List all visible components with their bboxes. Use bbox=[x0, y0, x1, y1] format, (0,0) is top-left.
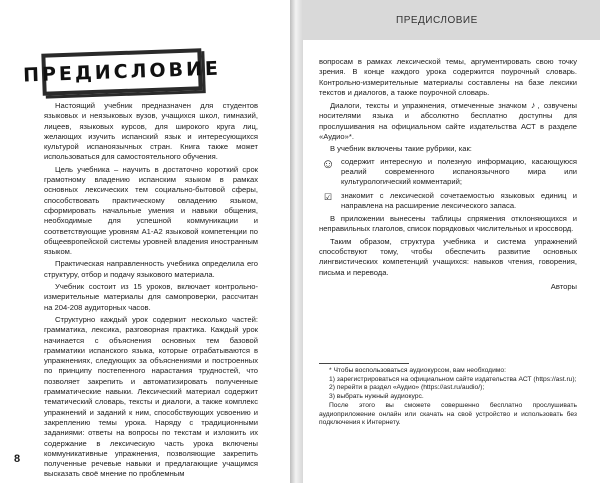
paragraph: Таким образом, структура учебника и система упражнений способствуют тому, чтобы обеспечить развитие основных лингвистических компетенций учащихся: навыков чтения, говорения, письма и перевода. bbox=[319, 236, 577, 277]
title-stamp bbox=[22, 48, 222, 96]
rubric-text: содержит интересную и полезную информацию, касающуюся реалий современного испаноязычного мира или культурологический комментарий; bbox=[341, 156, 577, 187]
footnote-line: * Чтобы воспользоваться аудиокурсом, вам необходимо: bbox=[329, 367, 506, 374]
page-number: 8 bbox=[14, 453, 21, 465]
left-page bbox=[0, 0, 290, 483]
paragraph: вопросам в рамках лексической темы, аргументировать свою точку зрения. В конце каждого урока содержится поурочный словарь. Контрольно-измерительные материалы составлены на базе лексики текстов и диалогов, а также поурочной словарь. bbox=[319, 57, 577, 97]
running-head-title: ПРЕДИСЛОВИЕ bbox=[396, 14, 478, 26]
running-head bbox=[303, 0, 600, 40]
paragraph: Настоящий учебник предназначен для студентов языковых и неязыковых вузов, учащихся школ, гимназий, лицеев, языковых курсов, для широкого круга лиц, желающих изучить испанский язык и интересующихся культурой испаноязычных стран. Книга также может использоваться для самостоятельного обучения. bbox=[44, 101, 258, 162]
paragraph: Практическая направленность учебника определила его структуру, отбор и подачу языкового материала. bbox=[44, 259, 258, 279]
left-text-column bbox=[44, 101, 258, 482]
book-spine bbox=[290, 0, 303, 483]
page-title: ПРЕДИСЛОВИЕ bbox=[22, 57, 222, 87]
footnote-divider bbox=[319, 363, 409, 364]
author-signature: Авторы bbox=[550, 281, 577, 291]
footnote-line: 1) зарегистрироваться на официальном сайте издательства АСТ (https://ast.ru); bbox=[329, 375, 577, 383]
paragraph: Учебник состоит из 15 уроков, включает контрольно-измерительные материалы для самопроверки, рассчитан на 204-208 аудиторных часов. bbox=[44, 282, 258, 312]
rubric-list bbox=[319, 157, 577, 211]
checkbox-icon: ☑ bbox=[323, 191, 333, 202]
paragraph-text: Диалоги, тексты и упражнения, отмеченные значком bbox=[330, 101, 527, 111]
paragraph: Структурно каждый урок содержит несколько частей: грамматика, лексика, разговорная практика. Каждый урок начинается с объяснения основных тем базовой грамматики испанского языка, которые отрабатываются в упражнениях, следующих за объяснениями и построенных по принципу постепенного нарастания трудностей, что позволяет закрепить и автоматизировать полученные грамматические навыки. Лексический материал содержит тематический словарь, тексты и диалоги, а также комплекс упражнений и заданий к ним, способствующих усвоению и закреплению темы урока. Наряду с традиционными заданиями: ответы на вопросы по текстам и изложить их содержание в лексическую часть урока включены коммуникативные упражнения, позволяющие закрепить полученные речевые навыки и предлагающие учащимся высказать своё мнение по проблемным bbox=[44, 314, 258, 479]
rubric-item bbox=[319, 157, 577, 188]
rubric-text: знакомит с лексической сочетаемостью языковых единиц и направлена на расширение лексического запаса. bbox=[341, 190, 577, 210]
rubric-item bbox=[319, 191, 577, 212]
right-text-column bbox=[319, 57, 577, 292]
paragraph: Цель учебника – научить в достаточно короткий срок грамотному владению испанским языком в рамках основных лексических тем социально-бытовой сферы, способствовать практическому овладению языком, сформировать начальные умения и навыки общения, необходимые для успешной коммуникации и соответствующие уровням А1-А2 языковой компетенции по общеевропейской системы уровней владения иностранным языком. bbox=[44, 164, 258, 257]
paragraph-audio bbox=[319, 100, 577, 142]
audio-icon: ♪ bbox=[528, 100, 538, 111]
footnote-line: После этого вы сможете совершенно бесплатно прослушивать аудиоприложение онлайн или скачать на своё устройство и использовать без подключения к Интернету. bbox=[319, 401, 577, 427]
rubrics-intro: В учебник включены такие рубрики, как: bbox=[330, 144, 472, 154]
footnote bbox=[319, 363, 577, 428]
smiley-icon: ☺ bbox=[321, 155, 335, 171]
footnote-line: 2) перейти в раздел «Аудио» (https://ast.ru/audio/); bbox=[329, 384, 485, 392]
footnote-line: 3) выбрать нужный аудиокурс. bbox=[329, 393, 424, 401]
paragraph: В приложении вынесены таблицы спряжения отклоняющихся и неправильных глаголов, список порядковых числительных и кроссворд. bbox=[319, 214, 577, 234]
right-page bbox=[303, 0, 600, 483]
paragraph-text: , озвучены носителями языка и абсолютно бесплатно доступны для прослушивания на официальном сайте издательства АСТ в разделе «Аудио»*. bbox=[319, 101, 577, 142]
